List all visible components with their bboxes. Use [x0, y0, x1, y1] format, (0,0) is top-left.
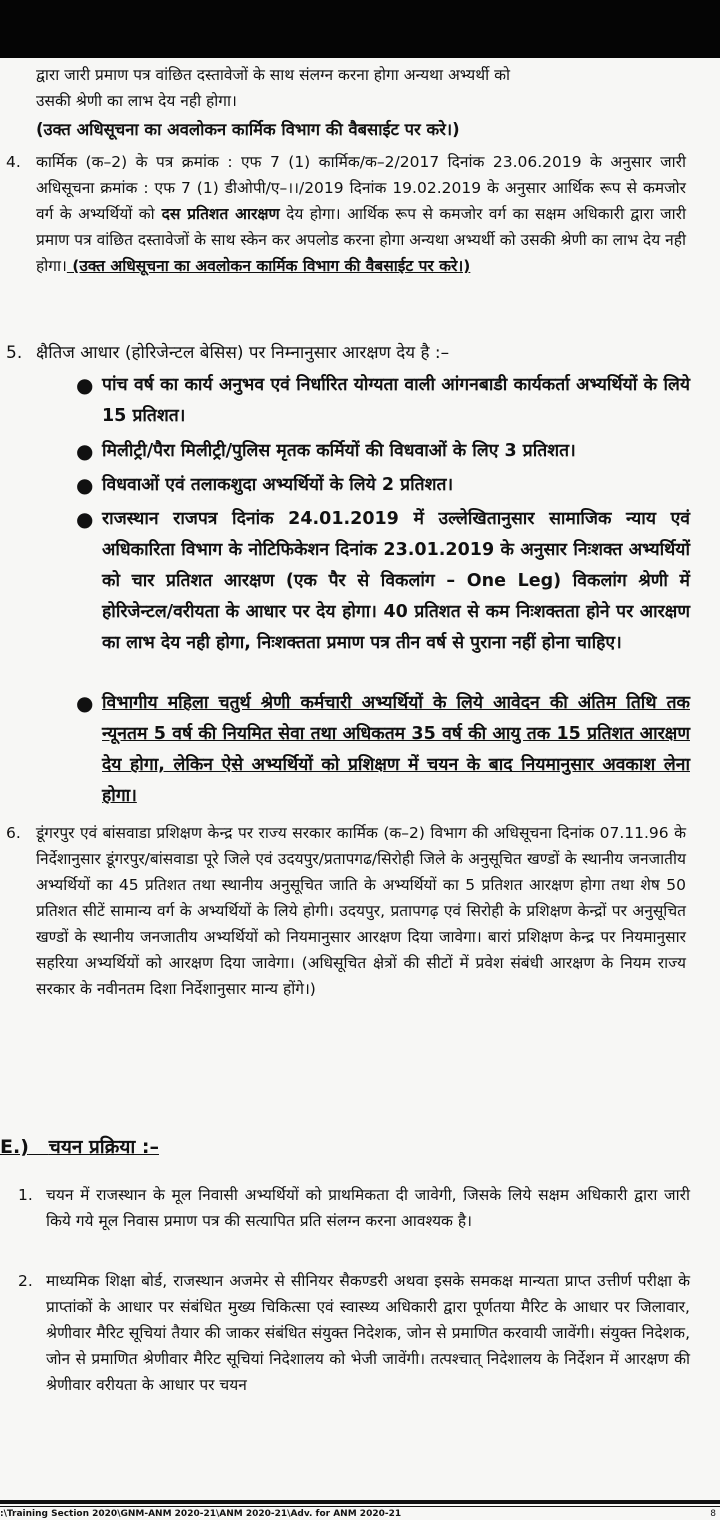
continuation-line-1: द्वारा जारी प्रमाण पत्र वांछित दस्तावेजों के साथ संलग्न करना होगा अन्यथा अभ्यर्थी को	[36, 66, 510, 84]
continuation-note: (उक्त अधिसूचना का अवलोकन कार्मिक विभाग की वैबसाईट पर करे।)	[36, 120, 460, 139]
item-4-note: (उक्त अधिसूचना का अवलोकन कार्मिक विभाग की वैबसाईट पर करे।)	[66, 257, 471, 275]
item-5-number: 5.	[6, 343, 23, 363]
continuation-line-2: उसकी श्रेणी का लाभ देय नही होगा।	[36, 92, 237, 110]
bullet-4-marker: ●	[76, 507, 94, 531]
section-e-title: चयन प्रक्रिया :–	[48, 1136, 159, 1158]
section-e-number: E.)	[0, 1136, 29, 1158]
bullet-3-marker: ●	[76, 473, 94, 497]
section-e-label	[0, 1133, 159, 1161]
item-6-number: 6.	[6, 824, 21, 842]
bullet-5-text: विभागीय महिला चतुर्थ श्रेणी कर्मचारी अभ्यर्थियों के लिये आवेदन की अंतिम तिथि तक न्यूनतम 5 वर्ष की नियमित सेवा तथा अधिकतम 35 वर्ष की आयु तक 15 प्रतिशत आरक्षण देय होगा, लेकिन ऐसे अभ्यर्थियों को प्रशिक्षण में चयन के बाद नियमानुसार अवकाश लेना होगा।	[102, 693, 690, 806]
e1-number: 1.	[18, 1186, 33, 1204]
bullet-4-text: राजस्थान राजपत्र दिनांक 24.01.2019 में उल्लेखितानुसार सामाजिक न्याय एवं अधिकारिता विभाग के नोटिफिकेशन दिनांक 23.01.2019 के अनुसार निःशक्त अभ्यर्थियों को चार प्रतिशत आरक्षण (एक पैर से विकलांग – One Leg) विकलांग श्रेणी में होरिजेन्टल/वरीयता के आधार पर देय होगा। 40 प्रतिशत से कम निःशक्तता होने पर आरक्षण का लाभ देय नही होगा, निःशक्तता प्रमाण पत्र तीन वर्ष से पुराना नहीं होना चाहिए।	[102, 509, 690, 653]
footer-path: :\Training Section 2020\GNM-ANM 2020-21\ANM 2020-21\Adv. for ANM 2020-21	[0, 1509, 402, 1519]
bullet-5-marker: ●	[76, 691, 94, 715]
item-4-text-bold: दस प्रतिशत आरक्षण	[154, 205, 280, 223]
footer-rule-thick	[0, 1500, 720, 1504]
item-5-text: क्षैतिज आधार (होरिजेन्टल बेसिस) पर निम्नानुसार आरक्षण देय है :–	[36, 343, 450, 363]
bullet-3-text: विधवाओं एवं तलाकशुदा अभ्यर्थियों के लिये 2 प्रतिशत।	[102, 475, 454, 495]
bullet-2-text: मिलीट्री/पैरा मिलीट्री/पुलिस मृतक कर्मियों की विधवाओं के लिए 3 प्रतिशत।	[102, 441, 576, 461]
item-6-text: डूंगरपुर एवं बांसवाडा प्रशिक्षण केन्द्र पर राज्य सरकार कार्मिक (क–2) विभाग की अधिसूचना दिनांक 07.11.96 के निर्देशानुसार डूंगरपुर/बांसवाडा पूरे जिले एवं उदयपुर/प्रतापगढ/सिरोही जिले के अनुसूचित खण्डों के स्थानीय जनजातीय अभ्यर्थियों का 45 प्रतिशत तथा स्थानीय अनुसूचित जाति के अभ्यर्थियों का 5 प्रतिशत आरक्षण होगा तथा शेष 50 प्रतिशत सीटें सामान्य वर्ग के अभ्यर्थियों के लिये होगी। उदयपुर, प्रतापगढ़ एवं सिरोही के प्रशिक्षण केन्द्रों पर अनुसूचित खण्डों के स्थानीय जनजातीय अभ्यर्थियों को नियमानुसार आरक्षण दिया जावेगा। बारां प्रशिक्षण केन्द्र पर नियमानुसार सहरिया अभ्यर्थियों को आरक्षण दिया जावेगा। (अधिसूचित क्षेत्रों की सीटों में प्रवेश संबंधी आरक्षण के नियम राज्य सरकार के नवीनतम दिशा निर्देशानुसार मान्य होंगे।)	[36, 824, 686, 998]
footer-page-mark: 8	[710, 1509, 716, 1519]
item-4-text-a: कार्मिक (क–2) के पत्र क्रमांक : एफ 7 (1) कार्मिक/क–2/2017 दिनांक 23.06.2019 के अनुसार जारी अधिसूचना क्रमांक : एफ 7 (1) डीओपी/ए–।।/2019 दिनांक 19.02.2019 के अनुसार आर्थिक रूप से कमजोर वर्ग के अभ्यर्थियों को	[36, 153, 686, 223]
e2-text: माध्यमिक शिक्षा बोर्ड, राजस्थान अजमेर से सीनियर सैकण्डरी अथवा इसके समकक्ष मान्यता प्राप्त उत्तीर्ण परीक्षा के प्राप्तांकों के आधार पर संबंधित मुख्य चिकित्सा एवं स्वास्थ्य अधिकारी द्वारा पूर्णतया मैरिट के आधार पर जिलावार, श्रेणीवार मैरिट सूचियां तैयार की जाकर संबंधित संयुक्त निदेशक, जोन से प्रमाणित करवायी जावेंगी। संयुक्त निदेशक, जोन से प्रमाणित श्रेणीवार मैरिट सूचियां निदेशालय को भेजी जावेंगी। तत्पश्चात् निदेशालय के निर्देशन में आरक्षण की श्रेणीवार वरीयता के आधार पर चयन	[46, 1272, 690, 1394]
top-black-bar	[0, 0, 720, 58]
item-4-number: 4.	[6, 153, 21, 171]
bullet-1-text: पांच वर्ष का कार्य अनुभव एवं निर्धारित योग्यता वाली आंगनबाडी कार्यकर्ता अभ्यर्थियों के लिये 15 प्रतिशत।	[102, 375, 690, 426]
footer-rule-thin	[0, 1506, 720, 1507]
bullet-1-marker: ●	[76, 373, 94, 397]
continuation-text	[36, 62, 686, 114]
item-4-text	[36, 149, 686, 279]
e2-number: 2.	[18, 1272, 33, 1290]
bullet-2-marker: ●	[76, 439, 94, 463]
item-4-text-b: देय होगा। आर्थिक रूप से कमजोर वर्ग का सक्षम अधिकारी द्वारा जारी प्रमाण पत्र वांछित दस्तावेजों के साथ स्केन कर अपलोड करना होगा अन्यथा अभ्यर्थी को उसकी श्रेणी का लाभ देय नही होगा।	[36, 205, 686, 275]
e1-text: चयन में राजस्थान के मूल निवासी अभ्यर्थियों को प्राथमिकता दी जावेगी, जिसके लिये सक्षम अधिकारी द्वारा जारी किये गये मूल निवास प्रमाण पत्र की सत्यापित प्रति संलग्न करना आवश्यक है।	[46, 1186, 690, 1230]
